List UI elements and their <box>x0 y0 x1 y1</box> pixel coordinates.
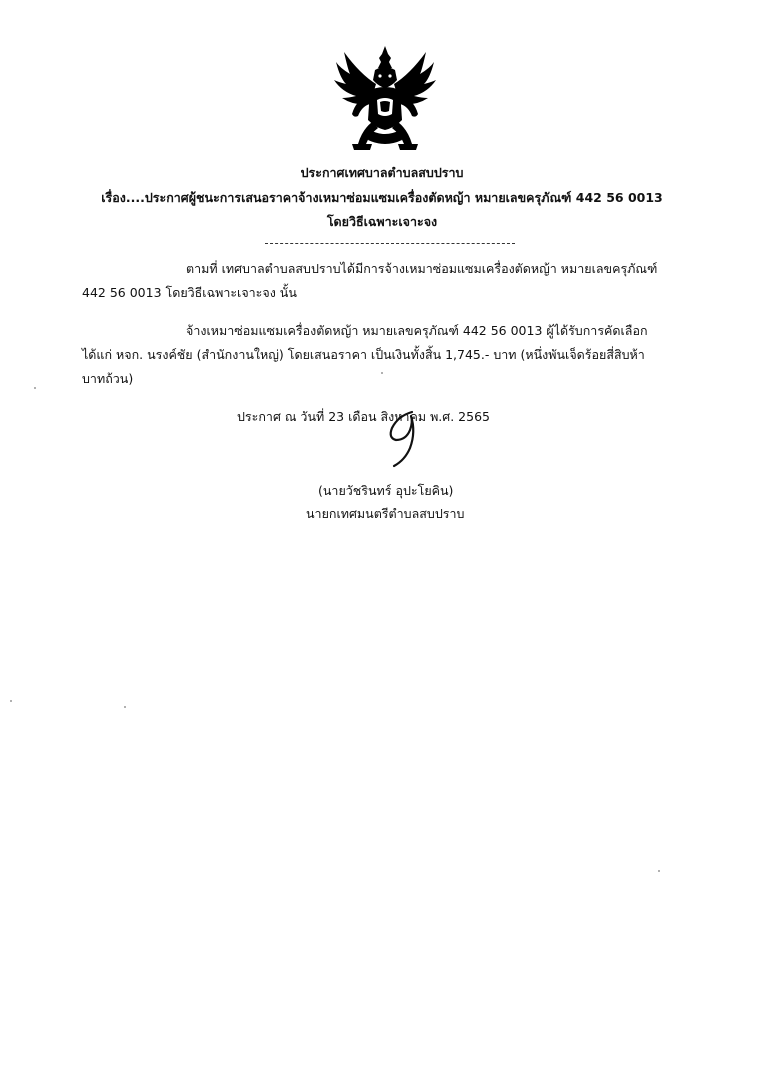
paragraph-2-line-3: บาทถ้วน) <box>82 371 134 386</box>
document-subject: เรื่อง....ประกาศผู้ชนะการเสนอราคาจ้างเหมาซ่อมแซมเครื่องตัดหญ้า หมายเลขครุภัณฑ์ 442 56 0013 <box>101 190 663 205</box>
handwritten-signature-icon <box>378 408 428 470</box>
signatory-name: (นายวัชรินทร์ อุปะโยคิน) <box>318 483 454 498</box>
garuda-emblem-icon <box>330 44 440 156</box>
scan-speck <box>124 706 126 708</box>
scan-speck <box>34 387 36 389</box>
signatory-position: นายกเทศมนตรีตำบลสบปราบ <box>306 506 465 521</box>
scan-speck <box>10 700 12 702</box>
paragraph-1-line-1: ตามที่ เทศบาลตำบลสบปราบได้มีการจ้างเหมาซ่อมแซมเครื่องตัดหญ้า หมายเลขครุภัณฑ์ <box>186 261 658 276</box>
scan-speck <box>381 372 383 374</box>
procurement-method: โดยวิธีเฉพาะเจาะจง <box>326 214 438 229</box>
scan-speck <box>658 870 660 872</box>
document-title: ประกาศเทศบาลตำบลสบปราบ <box>300 165 464 180</box>
paragraph-1-line-2: 442 56 0013 โดยวิธีเฉพาะเจาะจง นั้น <box>82 285 297 300</box>
paragraph-2-line-2: ได้แก่ หจก. นรงค์ชัย (สำนักงานใหญ่) โดยเสนอราคา เป็นเงินทั้งสิ้น 1,745.- บาท (หนึ่งพันเจ็ดร้อยสี่สิบห้า <box>82 347 645 362</box>
header-divider <box>265 243 515 244</box>
announcement-date: ประกาศ ณ วันที่ 23 เดือน สิงหาคม พ.ศ. 2565 <box>237 409 490 424</box>
paragraph-2-line-1: จ้างเหมาซ่อมแซมเครื่องตัดหญ้า หมายเลขครุภัณฑ์ 442 56 0013 ผู้ได้รับการคัดเลือก <box>186 323 648 338</box>
